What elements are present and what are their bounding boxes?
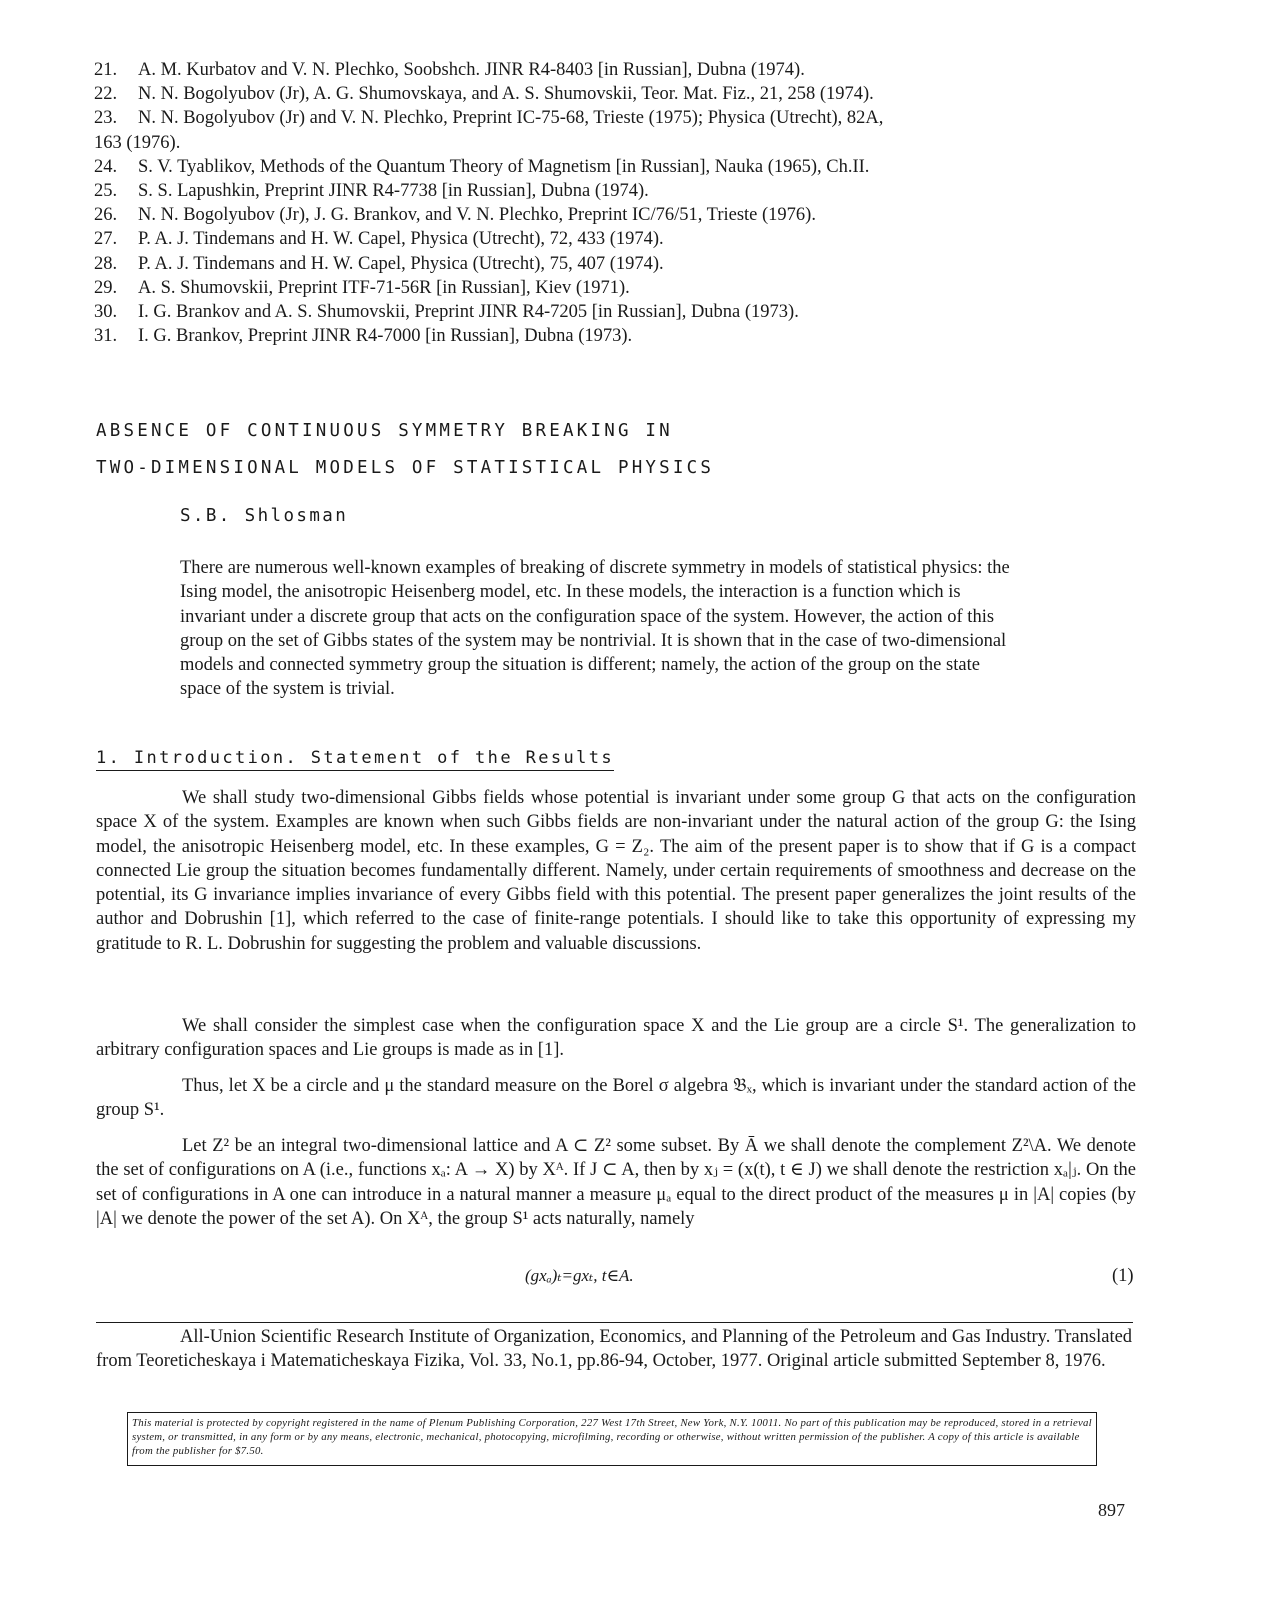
reference-text: A. S. Shumovskii, Preprint ITF-71-56R [in Russian], Kiev (1971). <box>138 277 630 298</box>
equation-number: (1) <box>1112 1266 1134 1286</box>
paragraph-text: We shall consider the simplest case when the configuration space X and the Lie group are a circle S¹. The generalization to arbitrary configuration spaces and Lie groups is made as in [1]. <box>96 1016 1136 1061</box>
reference-text: I. G. Brankov, Preprint JINR R4-7000 [in Russian], Dubna (1973). <box>138 326 633 347</box>
article-title-line-1: ABSENCE OF CONTINUOUS SYMMETRY BREAKING IN <box>96 421 673 441</box>
section-heading-underline <box>96 770 614 771</box>
reference-text: P. A. J. Tindemans and H. W. Capel, Physica (Utrecht), 75, 407 (1974). <box>138 253 664 274</box>
paragraph-text: Let Z² be an integral two-dimensional lattice and A ⊂ Z² some subset. By Ā we shall denote the complement Z²\A. We denote the set of configurations on A (i.e., functions xₐ: A → X) by Xᴬ. If J ⊂ A, then by xⱼ = (x(t), t ∈ J) we shall denote the restriction xₐ|ⱼ. On the set of configurations in A one can introduce in a natural manner a measure μₐ equal to the direct product of the measures μ in |A| copies (by |A| we denote the power of the set A). On Xᴬ, the group S¹ acts naturally, namely <box>96 1136 1136 1229</box>
body-paragraph <box>96 786 1136 956</box>
reference-text: S. V. Tyablikov, Methods of the Quantum Theory of Magnetism [in Russian], Nauka (1965), Ch.II. <box>138 156 870 177</box>
reference-text: 163 (1976). <box>94 132 181 153</box>
reference-item <box>94 106 1154 130</box>
copyright-notice-text: This material is protected by copyright registered in the name of Plenum Publishing Corporation, 227 West 17th Street, New York, N.Y. 10011. No part of this publication may be reproduced, stored in a retrieval system, or transmitted, in any form or by any means, electronic, mechanical, photocopying, microfilming, recording or otherwise, without written permission of the publisher. A copy of this article is available from the publisher for $7.50. <box>132 1417 1092 1457</box>
reference-text: A. M. Kurbatov and V. N. Plechko, Soobshch. JINR R4-8403 [in Russian], Dubna (1974). <box>138 60 805 80</box>
reference-text: P. A. J. Tindemans and H. W. Capel, Physica (Utrecht), 72, 433 (1974). <box>138 229 664 250</box>
reference-item <box>94 82 1154 106</box>
reference-list <box>94 58 1154 348</box>
body-paragraph <box>96 1134 1136 1231</box>
reference-number: 28. <box>94 253 118 274</box>
affiliation-footnote <box>96 1325 1136 1373</box>
section-heading-text: 1. Introduction. Statement of the Results <box>96 748 615 768</box>
paragraph-text: We shall study two-dimensional Gibbs fields whose potential is invariant under some group G that acts on the configuration space X of the system. Examples are known when such Gibbs fields are non-invariant under the natural action of the group G: the Ising model, the anisotropic Heisenberg model, etc. In these examples, G = Z₂. The aim of the present paper is to show that if G is a compact connected Lie group the situation becomes fundamentally different. Namely, under certain requirements of smoothness and decrease on the potential, its G invariance implies invariance of every Gibbs field with this potential. The present paper generalizes the joint results of the author and Dobrushin [1], which referred to the case of finite-range potentials. I should like to take this opportunity of expressing my gratitude to R. L. Dobrushin for suggesting the problem and valuable discussions. <box>96 788 1136 954</box>
page-number: 897 <box>1098 1500 1125 1520</box>
equation: (gxₐ)ₜ=gxₜ, t∈A. <box>525 1266 634 1285</box>
reference-number: 29. <box>94 277 118 298</box>
footnote-divider <box>96 1322 1133 1323</box>
reference-number: 21. <box>94 60 118 80</box>
reference-item <box>94 300 1154 324</box>
author-name: S.B. Shlosman <box>180 506 349 526</box>
reference-item <box>94 58 1154 82</box>
reference-item <box>94 203 1154 227</box>
reference-item <box>94 252 1154 276</box>
reference-text: N. N. Bogolyubov (Jr) and V. N. Plechko, Preprint IC-75-68, Trieste (1975); Physica (Utrecht), 82A, <box>138 108 884 129</box>
section-heading <box>96 748 614 768</box>
reference-item <box>94 276 1154 300</box>
affiliation-text: All-Union Scientific Research Institute of Organization, Economics, and Planning of the Petroleum and Gas Industry. Translated from Teoreticheskaya i Matematicheskaya Fizika, Vol. 33, No.1, pp.86-94, October, 1977. Original article submitted September 8, 1976. <box>96 1327 1133 1371</box>
paragraph-text: Thus, let X be a circle and μ the standard measure on the Borel σ algebra 𝔅ₓ, which is invariant under the standard action of the group S¹. <box>96 1076 1136 1121</box>
reference-text: I. G. Brankov and A. S. Shumovskii, Preprint JINR R4-7205 [in Russian], Dubna (1973). <box>138 302 799 323</box>
reference-number: 27. <box>94 229 118 250</box>
reference-item <box>94 155 1154 179</box>
reference-text: N. N. Bogolyubov (Jr), J. G. Brankov, and V. N. Plechko, Preprint IC/76/51, Trieste (1976). <box>138 205 816 226</box>
reference-number: 31. <box>94 326 118 347</box>
body-paragraph <box>96 1074 1136 1123</box>
abstract: There are numerous well-known examples of breaking of discrete symmetry in models of statistical physics: the Ising model, the anisotropic Heisenberg model, etc. In these models, the interaction is a function which is invariant under a discrete group that acts on the configuration space of the system. However, the action of this group on the set of Gibbs states of the system may be nontrivial. It is shown that in the case of two-dimensional models and connected symmetry group the situation is different; namely, the action of the group on the state space of the system is trivial. <box>180 558 1010 700</box>
reference-number: 22. <box>94 84 118 105</box>
reference-item <box>94 227 1154 251</box>
reference-item <box>94 179 1154 203</box>
reference-number: 26. <box>94 205 118 226</box>
reference-text: S. S. Lapushkin, Preprint JINR R4-7738 [in Russian], Dubna (1974). <box>138 181 649 202</box>
reference-text: N. N. Bogolyubov (Jr), A. G. Shumovskaya, and A. S. Shumovskii, Teor. Mat. Fiz., 21, 258 (1974). <box>138 84 874 105</box>
body-paragraph <box>96 1014 1136 1063</box>
reference-continuation <box>94 131 1154 155</box>
copyright-notice-box <box>127 1412 1097 1466</box>
article-title-line-2: TWO-DIMENSIONAL MODELS OF STATISTICAL PHYSICS <box>96 458 715 478</box>
reference-number: 24. <box>94 156 118 177</box>
reference-number: 25. <box>94 181 118 202</box>
reference-item <box>94 324 1154 348</box>
reference-number: 23. <box>94 108 118 129</box>
reference-number: 30. <box>94 302 118 323</box>
